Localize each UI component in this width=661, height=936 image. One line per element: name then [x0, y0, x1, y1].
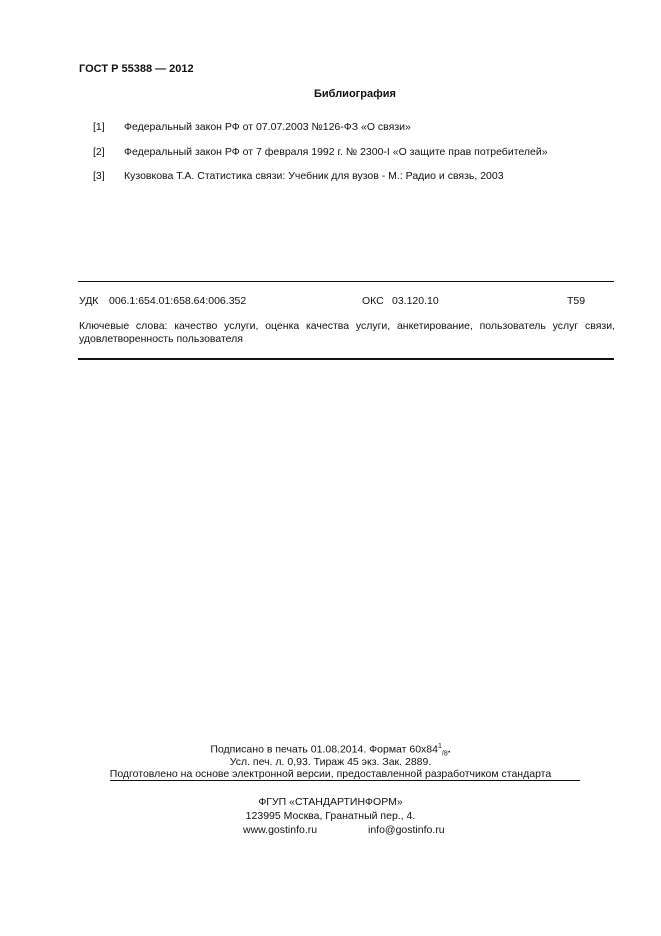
- udk-value: 006.1:654.01:658.64:006.352: [109, 295, 247, 307]
- publisher-website-link[interactable]: www.gostinfo.ru: [243, 824, 318, 836]
- imprint-source-note: Подготовлено на основе электронной версии, предоставленной разработчиком стандарта: [109, 768, 552, 780]
- reference-text: Кузовкова Т.А. Статистика связи: Учебник для вузов - М.: Радио и связь, 2003: [124, 170, 504, 182]
- imprint-underline: [110, 780, 580, 781]
- publisher-address: 123995 Москва, Гранатный пер., 4.: [245, 810, 416, 822]
- publisher-email-link[interactable]: info@gostinfo.ru: [368, 824, 445, 836]
- bibliography-title: Библиография: [314, 88, 396, 100]
- reference-number: [1]: [93, 121, 105, 133]
- category-code: Т59: [567, 295, 586, 307]
- imprint-signed-text: Подписано в печать 01.08.2014. Формат 60x84: [210, 743, 438, 756]
- format-fraction-denominator: /8: [441, 750, 448, 758]
- reference-text: Федеральный закон РФ от 7 февраля 1992 г. № 2300-I «О защите прав потребителей»: [124, 146, 548, 158]
- reference-number: [3]: [93, 170, 105, 182]
- udk-label: УДК: [79, 295, 99, 307]
- document-code: ГОСТ Р 55388 — 2012: [79, 63, 194, 75]
- reference-text: Федеральный закон РФ от 07.07.2003 №126-ФЗ «О связи»: [124, 121, 411, 133]
- oks-value: 03.120.10: [392, 295, 439, 307]
- imprint-print-details: Усл. печ. л. 0,93. Тираж 45 экз. Зак. 2889.: [229, 756, 432, 768]
- keywords: Ключевые слова: качество услуги, оценка качества услуги, анкетирование, пользователь услуг связи, удовлетворенность пользователя: [79, 320, 615, 345]
- top-divider: [78, 281, 614, 282]
- publisher-name: ФГУП «СТАНДАРТИНФОРМ»: [258, 796, 403, 808]
- oks-label: ОКС: [362, 295, 384, 307]
- reference-number: [2]: [93, 146, 105, 158]
- format-fraction-numerator: 1: [437, 743, 442, 750]
- format-end: .: [447, 743, 451, 756]
- bottom-divider: [78, 358, 614, 360]
